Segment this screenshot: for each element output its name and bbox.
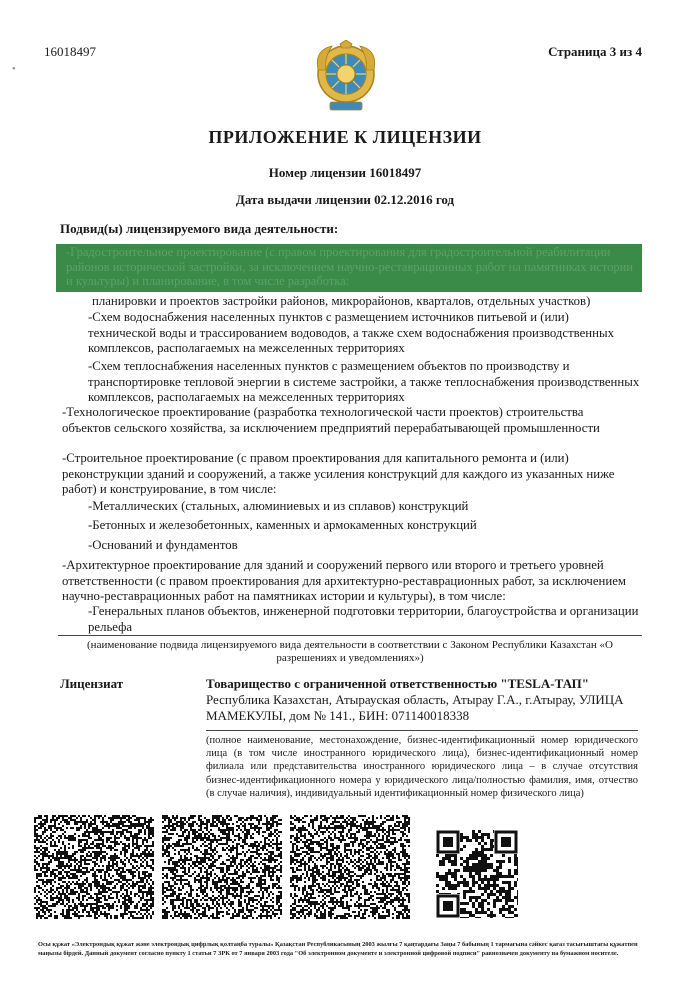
item-text: Строительное проектирование (с правом проектирования для капитального ремонта и (или) реконструкции зданий и сооружений, а также усиления конструкций для каждого из указанных ниже работ) и конструирование, в том числе:: [62, 451, 615, 496]
list-item: [62, 405, 622, 436]
item-text: Оснований и фундаментов: [92, 538, 238, 552]
item-bullet: -: [88, 604, 93, 618]
qr-code-icon: [436, 830, 518, 918]
page-indicator: Страница 3 из 4: [548, 44, 642, 59]
item-text: Архитектурное проектирование для зданий и сооружений первого или второго и третьего уровней ответственности (с правом проектирования для архитектурно-реставрационных работ, за исключением научно-реставрационных работ на памятниках истории и культуры), в том числе:: [62, 558, 626, 603]
list-item: [88, 499, 633, 515]
item-bullet: -: [88, 499, 93, 513]
state-emblem-icon: [314, 40, 378, 114]
barcode-1-icon: [34, 815, 154, 919]
item-bullet: -: [88, 359, 93, 373]
item-bullet: -: [88, 518, 93, 532]
highlight-text: Градостроительное проектирование (с правом проектирования для градостроительной реабилитации районов исторической застройки, за исключением научно-реставрационных работ на памятниках истории и культуры) и планирование, в том числе разработка:: [66, 245, 633, 288]
document-title: ПРИЛОЖЕНИЕ К ЛИЦЕНЗИИ: [208, 127, 482, 147]
item-text: Металлических (стальных, алюминиевых и из сплавов) конструкций: [92, 499, 469, 513]
licensee-caption: (полное наименование, местонахождение, бизнес-идентификационный номер юридического лица (в том числе иностранного юридического лица), бизнес-идентификационный номер филиала или представительства иностранного юридического лица – в случае отсутствия бизнес-идентификационного номера у юридического лица/полностью фамилия, имя, отчество (в случае наличия), индивидуальный идентификационный номер физического лица): [206, 730, 638, 800]
item-text: Технологическое проектирование (разработка технологической части проектов) строительства объектов сельского хозяйства, за исключением предприятий перерабатывающей промышленности: [62, 405, 600, 435]
license-number-line: Номер лицензии 16018497: [268, 165, 422, 180]
list-item: [92, 294, 637, 310]
list-item: [88, 604, 643, 635]
item-text: Схем теплоснабжения населенных пунктов с размещением объектов по производству и транспортировке тепловой энергии в системе застройки, а также теплоснабжения производственных комплексов, располагаемых на межселенных территориях: [88, 359, 640, 404]
barcode-2-icon: [162, 815, 282, 919]
item-text: Генеральных планов объектов, инженерной подготовки территории, благоустройства и организации рельефа: [88, 604, 639, 634]
subtypes-heading: Подвид(ы) лицензируемого вида деятельности:: [60, 221, 339, 236]
item-text: Бетонных и железобетонных, каменных и армокаменных конструкций: [92, 518, 477, 532]
licensee-name: Товарищество с ограниченной ответственностью "TESLA-ТАП": [206, 676, 589, 691]
legal-footnote: Осы құжат «Электрондық құжат және электрондық цифрлық қолтаңба туралы» Қазақстан Республикасының 2003 жылғы 7 қаңтардағы Заңы 7 бабының 1 тармағына сәйкес қағаз тасығыштағы құжатпен маңызы бірдей. Данный документ согласно пункту 1 статьи 7 ЗРК от 7 января 2003 года "Об электронном документе и электронной цифровой подписи" равнозначен документу на бумажном носителе.: [38, 941, 638, 957]
list-item: [88, 310, 640, 357]
licensee-label: Лицензиат: [60, 676, 124, 691]
item-bullet: -: [66, 245, 71, 259]
item-bullet: -: [88, 538, 93, 552]
licensee-address: Республика Казахстан, Атырауская область, Атырау Г.А., г.Атырау, УЛИЦА МАМЕКУЛЫ, дом № 141., БИН: 071140018338: [206, 692, 624, 723]
list-item: [62, 558, 632, 605]
list-item: [88, 359, 643, 406]
barcode-3-icon: [290, 815, 410, 919]
list-item: [62, 451, 632, 498]
subtype-caption: (наименование подвида лицензируемого вида деятельности в соответствии с Законом Республики Казахстан «О разрешениях и уведомлениях»): [58, 635, 642, 665]
issue-date-line: Дата выдачи лицензии 02.12.2016 год: [235, 192, 455, 207]
item-bullet: -: [62, 451, 67, 465]
item-text: планировки и проектов застройки районов, микрорайонов, кварталов, отдельных участков): [92, 294, 591, 308]
scan-speck: •: [12, 64, 16, 75]
list-item: [88, 518, 633, 534]
item-text: Схем водоснабжения населенных пунктов с размещением источников питьевой и (или) технической воды и трассированием водоводов, а также схем водоснабжения производственных комплексов, располагаемых на межселенных территориях: [88, 310, 615, 355]
highlighted-subtype-text: [66, 245, 641, 289]
header-license-number: 16018497: [44, 44, 96, 59]
list-item: [88, 538, 633, 554]
item-bullet: -: [88, 310, 93, 324]
item-bullet: -: [62, 405, 67, 419]
item-bullet: -: [62, 558, 67, 572]
